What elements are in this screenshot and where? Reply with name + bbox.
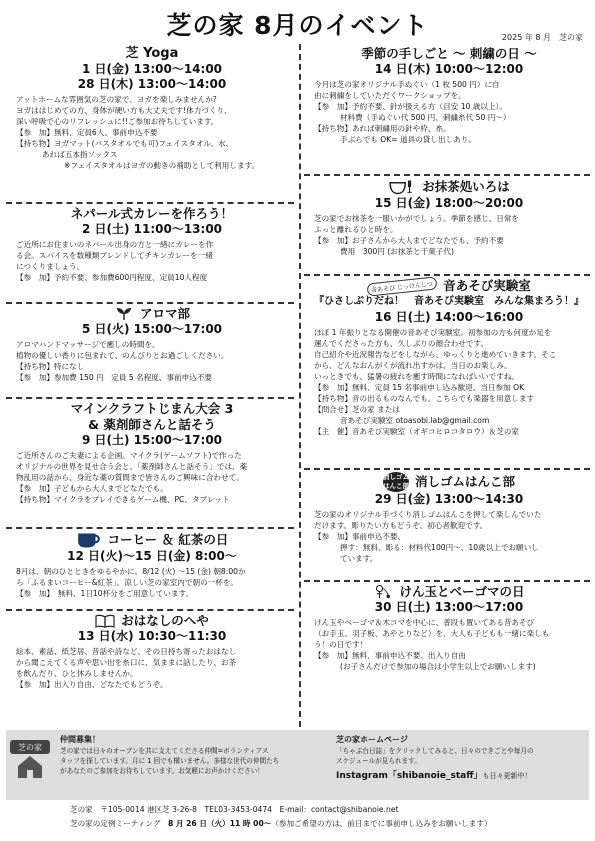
meeting-date: 8 月 26 日（火）11 時 00～ bbox=[167, 819, 272, 828]
body-line: 【持ち物】音の出るものなんでも。こちらでも楽器を用意します bbox=[314, 394, 535, 403]
event-date: 1 日(金) 13:00～14:00 bbox=[81, 62, 223, 76]
event-date: 9 日(土) 15:00～17:00 bbox=[81, 433, 223, 447]
column-divider bbox=[299, 44, 301, 727]
body-line: 【参 加】 無料、1日10杯分をご用意しています。 bbox=[16, 589, 194, 598]
event-title: 季節の手しごと ～ 刺繍の日 ～ bbox=[361, 46, 537, 61]
page-title: 芝の家 8月のイベント bbox=[166, 11, 429, 40]
body-line: 運んでくださった方も、久しぶりの顔合わせです。 bbox=[314, 339, 489, 348]
event-title: アロマ部 bbox=[139, 306, 190, 321]
body-line: 【参 加】お子さんから大人までどなたでも、予約不要 bbox=[314, 236, 504, 245]
body-line: 物乱用の話から、身近な薬の質問まで皆さんのご興味に合わせて。 bbox=[16, 473, 244, 482]
body-line: 【持ち物】特になし bbox=[16, 362, 85, 371]
body-line: 【参 加】無料、定員6人、事前申込不要 bbox=[16, 128, 158, 137]
body-line: 絵本、素話、紙芝居、昔話や詩など、その日持ち寄ったおはなし bbox=[16, 647, 237, 656]
body-line: ご近所さんのご夫妻による企画。マイクラ(ゲームソフト)で作った bbox=[16, 451, 242, 460]
body-line: につくりましょう。 bbox=[16, 262, 85, 271]
house-logo-label: 芝の家 bbox=[18, 743, 42, 752]
volunteer-recruit bbox=[10, 734, 310, 796]
event-body bbox=[314, 617, 584, 672]
body-line: ふっと離れるひと時を。 bbox=[314, 225, 398, 234]
event-body bbox=[314, 327, 584, 437]
body-line: から、どんなおんがくが流れ出すかは、当日のお楽しみ。 bbox=[314, 361, 512, 370]
body-line: を飲んだり、ひと休みしませんか。 bbox=[16, 669, 138, 678]
event-title: & 薬剤師さんと話そう bbox=[88, 417, 216, 432]
instagram-note: も日々更新中！ bbox=[482, 772, 532, 780]
body-line: 手ぶらでも OK= 道具の貸し出しあり。 bbox=[340, 135, 476, 144]
house-logo-icon bbox=[10, 740, 50, 780]
body-line: ら「ふるまいコーヒー&紅茶」。涼しい芝の家室内で朝の一杯を。 bbox=[16, 578, 239, 587]
body-line: (お子さんだけで参加の場合は小学生以上でお願いします) bbox=[340, 662, 536, 671]
event-ohanashi bbox=[6, 611, 294, 727]
meeting-note: （参加ご希望の方は、前日までに事前申し込みをお願いします） bbox=[271, 819, 492, 828]
event-shishu bbox=[304, 44, 590, 176]
body-line: 音あそび実験室 otoasobi.lab@gmail.com bbox=[340, 416, 490, 425]
event-body bbox=[314, 79, 584, 145]
event-body bbox=[16, 94, 288, 171]
footer-info-box bbox=[6, 730, 589, 800]
event-matcha bbox=[304, 176, 590, 276]
recruit-line: 芝の家では日々のオープンを共に支えてくださる仲間=ボランティアス bbox=[60, 747, 269, 755]
body-line: 【参 加】参加費 150 円 定員 5 名程度、事前申込不要 bbox=[16, 373, 213, 382]
body-line: 【参 加】無料、事前申込不要、出入り自由 bbox=[314, 651, 466, 660]
body-line: いっときでも、猛暑の疲れを癒す時間になればいいですね。 bbox=[314, 372, 520, 381]
event-date: 13 日(水) 10:30～11:30 bbox=[77, 629, 227, 643]
body-line: だけます。彫りたい方もどうぞ、初心者歓迎です。 bbox=[314, 521, 488, 530]
event-date: 30 日(土) 13:00～17:00 bbox=[374, 600, 524, 614]
homepage-line: 「ちゃぶ台日誌」をクリックしてみると、日々のできごとや毎月の bbox=[336, 747, 534, 755]
event-title: 音あそび実験室 bbox=[443, 278, 531, 293]
homepage-line: スケジュールが見られます。 bbox=[336, 757, 421, 765]
body-line: アットホームな雰囲気の芝の家で、ヨガを楽しみませんか? bbox=[16, 95, 217, 104]
event-date: 14 日(木) 10:00～12:00 bbox=[374, 62, 524, 76]
sprout-icon bbox=[114, 307, 134, 321]
body-line: る会。スパイスを数種類ブレンドしてチキンカレーを一緒 bbox=[16, 251, 213, 260]
event-title: おはなしのへや bbox=[121, 613, 209, 628]
body-line: 【持ち物】あれば刺繍用の針や枠、糸。 bbox=[314, 124, 451, 133]
open-book-icon bbox=[95, 614, 115, 628]
body-line: 【主 催】音あそび実験室（オギコヒロコタロウ）＆芝の家 bbox=[314, 427, 520, 436]
left-column bbox=[6, 44, 294, 727]
body-line: オリジナルの世界を見せ合う会と、「薬剤師さんと話そう」では、薬 bbox=[16, 462, 248, 471]
body-line: 芝の家でお抹茶を一服いかがでしょう。季節を感じ、日常を bbox=[314, 214, 520, 223]
body-line: 押す：無料、彫る：材料代100円～、10歳以上でお願いし bbox=[340, 543, 539, 552]
body-line: ご近所にお住まいのネパール出身の方と一緒にカレーを作 bbox=[16, 240, 214, 249]
event-date: 2 日(土) 11:00～13:00 bbox=[81, 222, 223, 236]
body-line: 深い呼吸で心のリフレッシュに!!ご参加お待ちしています。 bbox=[16, 117, 219, 126]
body-line: 【持ち物】マイクラをプレイできるゲーム機、PC、タブレット bbox=[16, 495, 230, 504]
contact-line: 芝の家 〒105-0014 港区芝 3-26-8 TEL03-3453-0474 E-mail：contact@shibanoie.net bbox=[70, 805, 399, 814]
event-body bbox=[314, 509, 584, 564]
event-coffee bbox=[6, 529, 294, 611]
event-kendama bbox=[304, 582, 590, 700]
body-line: 8月は、朝のひとときをゆるやかに。8/12 (火) ～15 (金) 朝8:00か bbox=[16, 567, 246, 576]
homepage-heading: 芝の家ホームページ bbox=[336, 735, 408, 744]
tea-bowl-icon bbox=[388, 178, 416, 196]
event-date: 29 日(金) 13:00～14:30 bbox=[374, 492, 524, 506]
body-line: 【参 加】子どもから大人までどなたでも。 bbox=[16, 484, 168, 493]
body-line: ヨガははじめての方、身体が硬い方も大丈夫です!体力づくり、 bbox=[16, 106, 232, 115]
event-body bbox=[314, 213, 584, 257]
event-keshigomu bbox=[304, 470, 590, 582]
event-date: 15 日(金) 18:00～20:00 bbox=[374, 196, 524, 210]
body-line: 【問合せ】芝の家 または bbox=[314, 405, 400, 414]
body-line: 【参 加】事前申込不要、 bbox=[314, 532, 406, 541]
event-yoga bbox=[6, 44, 294, 204]
coffee-cup-icon bbox=[76, 531, 102, 549]
recruit-heading: 仲間募集！ bbox=[60, 735, 100, 744]
body-line: あれば五本指ソックス bbox=[42, 150, 118, 159]
event-title: お抹茶処いろは bbox=[422, 179, 510, 194]
event-title: 芝 Yoga bbox=[125, 46, 179, 61]
body-line: ています。 bbox=[340, 554, 378, 563]
body-line: 【持ち物】ヨガマット(バスタオルでも可)フェイスタオル、水、 bbox=[16, 139, 234, 148]
meeting-prefix: 芝の家の定例ミーティング bbox=[70, 819, 168, 828]
event-title: ネパール式カレーを作ろう！ bbox=[70, 206, 234, 221]
body-line: 【参 加】無料、定員 15 名事前申し込み歓迎、当日参加 OK bbox=[314, 383, 525, 392]
event-body bbox=[16, 450, 288, 505]
body-line: 芝の家のオリジナル手づくり消しゴムはんこを押して楽しんでいた bbox=[314, 510, 542, 519]
event-date: 12 日(火)～15 日(金) 8:00～ bbox=[67, 549, 237, 563]
event-date: 16 日(土) 14:00～16:00 bbox=[374, 310, 524, 324]
event-body bbox=[16, 339, 288, 383]
body-line: 由に刺繍をしていただくワークショップを。 bbox=[314, 91, 466, 100]
recruit-line: タッフを探しています。月に 1 回でも構いません。多様な世代の仲間たち bbox=[60, 757, 280, 765]
body-line: ほぼ 1 年振りとなる開催の音あそび実験室。初参加の方も何度か足を bbox=[314, 328, 552, 337]
instagram-line bbox=[336, 768, 586, 781]
instagram-label: Instagram「shibanoie_staff」 bbox=[336, 771, 483, 781]
eraser-stamp-logo: 消しゴムはんこ部 bbox=[382, 473, 409, 490]
issue-date: 2025 年 8 月 芝の家 bbox=[501, 33, 583, 42]
event-title: マインクラフトじまん大会 3 bbox=[70, 401, 234, 416]
recruit-line: があなたのご参加をお待ちしています。お気軽にお声かけください！ bbox=[60, 767, 264, 775]
event-title: コーヒー ＆ 紅茶の日 bbox=[107, 532, 229, 547]
meeting-line bbox=[70, 818, 492, 829]
right-column bbox=[304, 44, 590, 727]
body-line: う！の日です！ bbox=[314, 640, 368, 649]
homepage-info bbox=[336, 734, 586, 796]
body-line: 自己紹介や近況報告などをしながら、ゆっくりと進めていきます。そこ bbox=[314, 350, 557, 359]
event-aroma bbox=[6, 304, 294, 399]
header bbox=[0, 4, 595, 44]
body-line: けん玉やベーゴマ＆木コマを中心に、普段も置いてある昔あそび bbox=[314, 618, 535, 627]
body-line: 【参 加】予約不要、針が扱える方（目安 10 歳以上）。 bbox=[314, 102, 507, 111]
event-date: 5 日(火) 15:00～17:00 bbox=[81, 322, 223, 336]
event-title: 消しゴムはんこ部 bbox=[414, 474, 515, 489]
event-body bbox=[16, 646, 288, 690]
body-line: アロマハンドマッサージで癒しの時間を。 bbox=[16, 340, 160, 349]
body-line: （お手玉、羽子板、あやとりなど）を、大人も子どもも一緒に楽しも bbox=[314, 629, 550, 638]
event-subtitle: 『ひさしぶりだね！ 音あそび実験室 みんな集まろう！』 bbox=[314, 296, 584, 307]
event-curry bbox=[6, 204, 294, 304]
event-minecraft bbox=[6, 399, 294, 529]
event-body bbox=[16, 239, 288, 283]
body-line: 今月は芝の家オリジナル手ぬぐい（1 枚 500 円）に自 bbox=[314, 80, 500, 89]
event-body bbox=[16, 566, 288, 599]
body-line: ※フェイスタオルはヨガの動きの補助として利用します。 bbox=[64, 161, 260, 170]
body-line: 材料費（手ぬぐい代 500 円、刺繍糸代 50 円〜） bbox=[340, 113, 511, 122]
event-date: 28 日(木) 13:00～14:00 bbox=[77, 77, 227, 91]
body-line: 費用 300円 (お抹茶と干菓子代) bbox=[340, 247, 454, 256]
body-line: 【参 加】予約不要、参加費600円程度、定員10人程度 bbox=[16, 273, 208, 282]
kendama-icon bbox=[373, 585, 393, 599]
sound-lab-logo: 音あそび じっけんしつ bbox=[367, 276, 438, 296]
body-line: 植物の優しい香りに包まれて、のんびりとお過ごしください。 bbox=[16, 351, 229, 360]
event-title: けん玉とベーゴマの日 bbox=[399, 584, 525, 599]
event-sound-lab bbox=[304, 276, 590, 470]
body-line: から聞こえてくる声や思い出を糸口に、気ままに話したり、お茶 bbox=[16, 658, 237, 667]
body-line: 【参 加】出入り自由、どなたでもどうぞ。 bbox=[16, 680, 168, 689]
